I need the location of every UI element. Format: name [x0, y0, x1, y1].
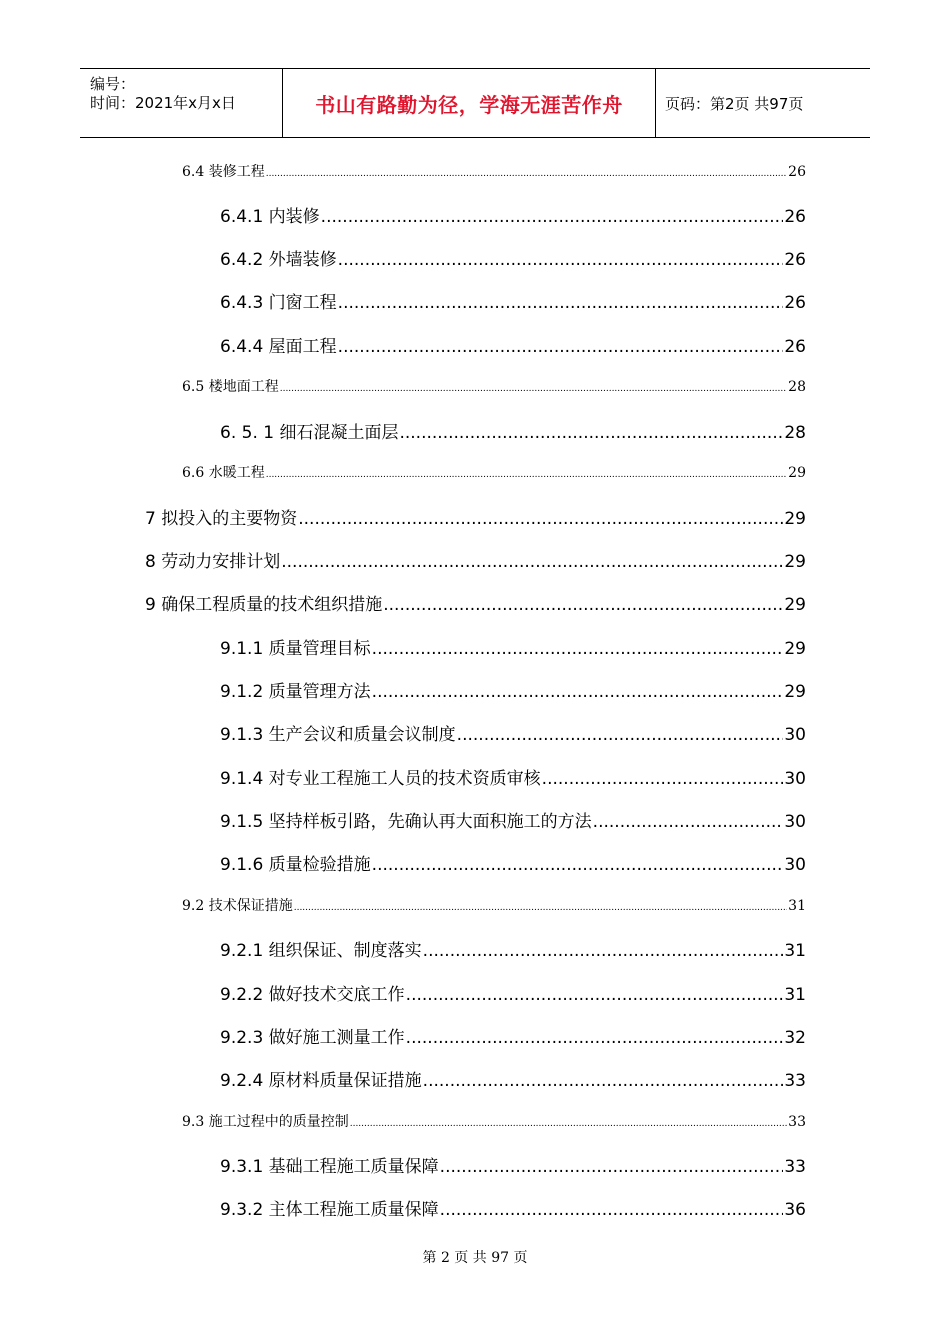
toc-entry-page: 29	[784, 509, 806, 529]
toc-entry[interactable]	[220, 288, 806, 313]
toc-leader	[440, 1200, 784, 1220]
toc-entry-title: 6.4 装修工程	[182, 164, 265, 180]
page-footer: 第 2 页 共 97 页	[422, 1250, 528, 1266]
toc-leader	[383, 595, 783, 615]
toc-entry[interactable]	[220, 720, 806, 745]
toc-leader	[372, 682, 784, 702]
toc-entry-title: 9.1.3 生产会议和质量会议制度	[220, 725, 456, 745]
toc-entry-page: 29	[784, 639, 806, 659]
toc-leader	[399, 423, 783, 443]
toc-leader	[281, 552, 783, 572]
toc-entry-page: 30	[784, 725, 806, 745]
toc-leader	[280, 384, 787, 394]
header-motto-cell	[282, 69, 656, 137]
toc-entry-title: 9.3.2 主体工程施工质量保障	[220, 1200, 439, 1220]
toc-entry[interactable]	[220, 807, 806, 832]
toc-leader	[372, 855, 784, 875]
toc-entry[interactable]	[220, 418, 806, 443]
toc-entry-page: 26	[784, 207, 806, 227]
toc-entry-page: 31	[788, 898, 806, 914]
toc-entry-title: 9.1.1 质量管理目标	[220, 639, 371, 659]
toc-leader	[338, 293, 784, 313]
toc-entry[interactable]	[220, 936, 806, 961]
toc-entry-title: 9.2 技术保证措施	[182, 898, 293, 914]
toc-leader	[266, 169, 787, 179]
toc-leader	[294, 903, 787, 913]
header-page-cell	[655, 69, 870, 137]
toc-leader	[457, 725, 784, 745]
toc-entry[interactable]	[220, 634, 806, 659]
toc-leader	[321, 207, 784, 227]
toc-entry-title: 9.2.4 原材料质量保证措施	[220, 1071, 422, 1091]
toc-entry[interactable]	[145, 504, 806, 529]
toc-entry-title: 6.4.4 屋面工程	[220, 337, 337, 357]
toc-entry-title: 6.4.3 门窗工程	[220, 293, 337, 313]
toc-entry-title: 6.4.1 内装修	[220, 207, 320, 227]
toc-entry-page: 33	[788, 1114, 806, 1130]
toc-entry-page: 33	[784, 1071, 806, 1091]
toc-entry[interactable]	[182, 1111, 806, 1131]
toc-entry[interactable]	[145, 547, 806, 572]
toc-entry-title: 6.4.2 外墙装修	[220, 250, 337, 270]
toc-entry-title: 9.3.1 基础工程施工质量保障	[220, 1157, 439, 1177]
toc-entry[interactable]	[220, 980, 806, 1005]
toc-entry-page: 30	[784, 769, 806, 789]
toc-entry-page: 29	[784, 682, 806, 702]
toc-entry[interactable]	[220, 850, 806, 875]
toc-entry-page: 30	[784, 812, 806, 832]
toc-entry-page: 31	[784, 941, 806, 961]
toc-entry-title: 9.2.2 做好技术交底工作	[220, 985, 405, 1005]
toc-entry-title: 9.2.1 组织保证、制度落实	[220, 941, 422, 961]
toc-entry[interactable]	[220, 332, 806, 357]
toc-entry-page: 29	[784, 595, 806, 615]
toc-entry-page: 26	[784, 337, 806, 357]
toc-entry-title: 6.6 水暖工程	[182, 465, 265, 481]
toc-entry-page: 29	[784, 552, 806, 572]
toc-entry-title: 6.5 楼地面工程	[182, 379, 279, 395]
header-info-cell	[80, 69, 282, 137]
toc-entry-page: 26	[784, 250, 806, 270]
toc-entry[interactable]	[182, 895, 806, 915]
toc-entry-title: 9 确保工程质量的技术组织措施	[145, 595, 383, 615]
toc-entry-title: 6. 5. 1 细石混凝土面层	[220, 423, 399, 443]
toc-leader	[423, 941, 784, 961]
toc-leader	[372, 639, 784, 659]
number-label: 编号：	[90, 75, 136, 93]
toc-entry-page: 32	[784, 1028, 806, 1048]
toc-entry[interactable]	[220, 1066, 806, 1091]
time-label: 时间：2021年x月x日	[90, 94, 236, 112]
toc-entry-title: 8 劳动力安排计划	[145, 552, 281, 572]
toc-entry[interactable]	[220, 1195, 806, 1220]
motto-text: 书山有路勤为径，学海无涯苦作舟	[315, 92, 623, 117]
page-header	[80, 68, 870, 138]
toc-entry[interactable]	[220, 677, 806, 702]
toc-leader	[266, 470, 787, 480]
toc-entry-page: 30	[784, 855, 806, 875]
toc-entry-title: 9.2.3 做好施工测量工作	[220, 1028, 405, 1048]
toc-entry-title: 9.3 施工过程中的质量控制	[182, 1114, 349, 1130]
toc-entry-page: 31	[784, 985, 806, 1005]
toc-leader	[440, 1157, 784, 1177]
toc-entry[interactable]	[220, 245, 806, 270]
toc-entry[interactable]	[145, 590, 806, 615]
toc-entry[interactable]	[220, 1152, 806, 1177]
toc-entry[interactable]	[182, 161, 806, 181]
toc-entry-title: 9.1.5 坚持样板引路，先确认再大面积施工的方法	[220, 812, 592, 832]
toc-entry[interactable]	[220, 202, 806, 227]
toc-entry[interactable]	[182, 376, 806, 396]
toc-leader	[423, 1071, 784, 1091]
toc-entry-page: 26	[788, 164, 806, 180]
toc-leader	[406, 985, 784, 1005]
toc-entry-page: 33	[784, 1157, 806, 1177]
toc-entry-page: 26	[784, 293, 806, 313]
toc-entry[interactable]	[182, 462, 806, 482]
toc-entry[interactable]	[220, 764, 806, 789]
toc-leader	[593, 812, 784, 832]
toc-leader	[542, 769, 784, 789]
toc-entry-title: 9.1.2 质量管理方法	[220, 682, 371, 702]
toc-entry-page: 28	[788, 379, 806, 395]
toc-entry-title: 9.1.4 对专业工程施工人员的技术资质审核	[220, 769, 541, 789]
toc-entry-title: 7 拟投入的主要物资	[145, 509, 298, 529]
toc-leader	[350, 1119, 787, 1129]
toc-entry-title: 9.1.6 质量检验措施	[220, 855, 371, 875]
toc-entry-page: 29	[788, 465, 806, 481]
toc-leader	[338, 337, 784, 357]
toc-leader	[406, 1028, 784, 1048]
toc-entry-page: 36	[784, 1200, 806, 1220]
toc-leader	[298, 509, 783, 529]
toc-entry[interactable]	[220, 1023, 806, 1048]
page-info: 页码：第2页 共97页	[665, 94, 804, 113]
toc-entry-page: 28	[784, 423, 806, 443]
toc-leader	[338, 250, 784, 270]
